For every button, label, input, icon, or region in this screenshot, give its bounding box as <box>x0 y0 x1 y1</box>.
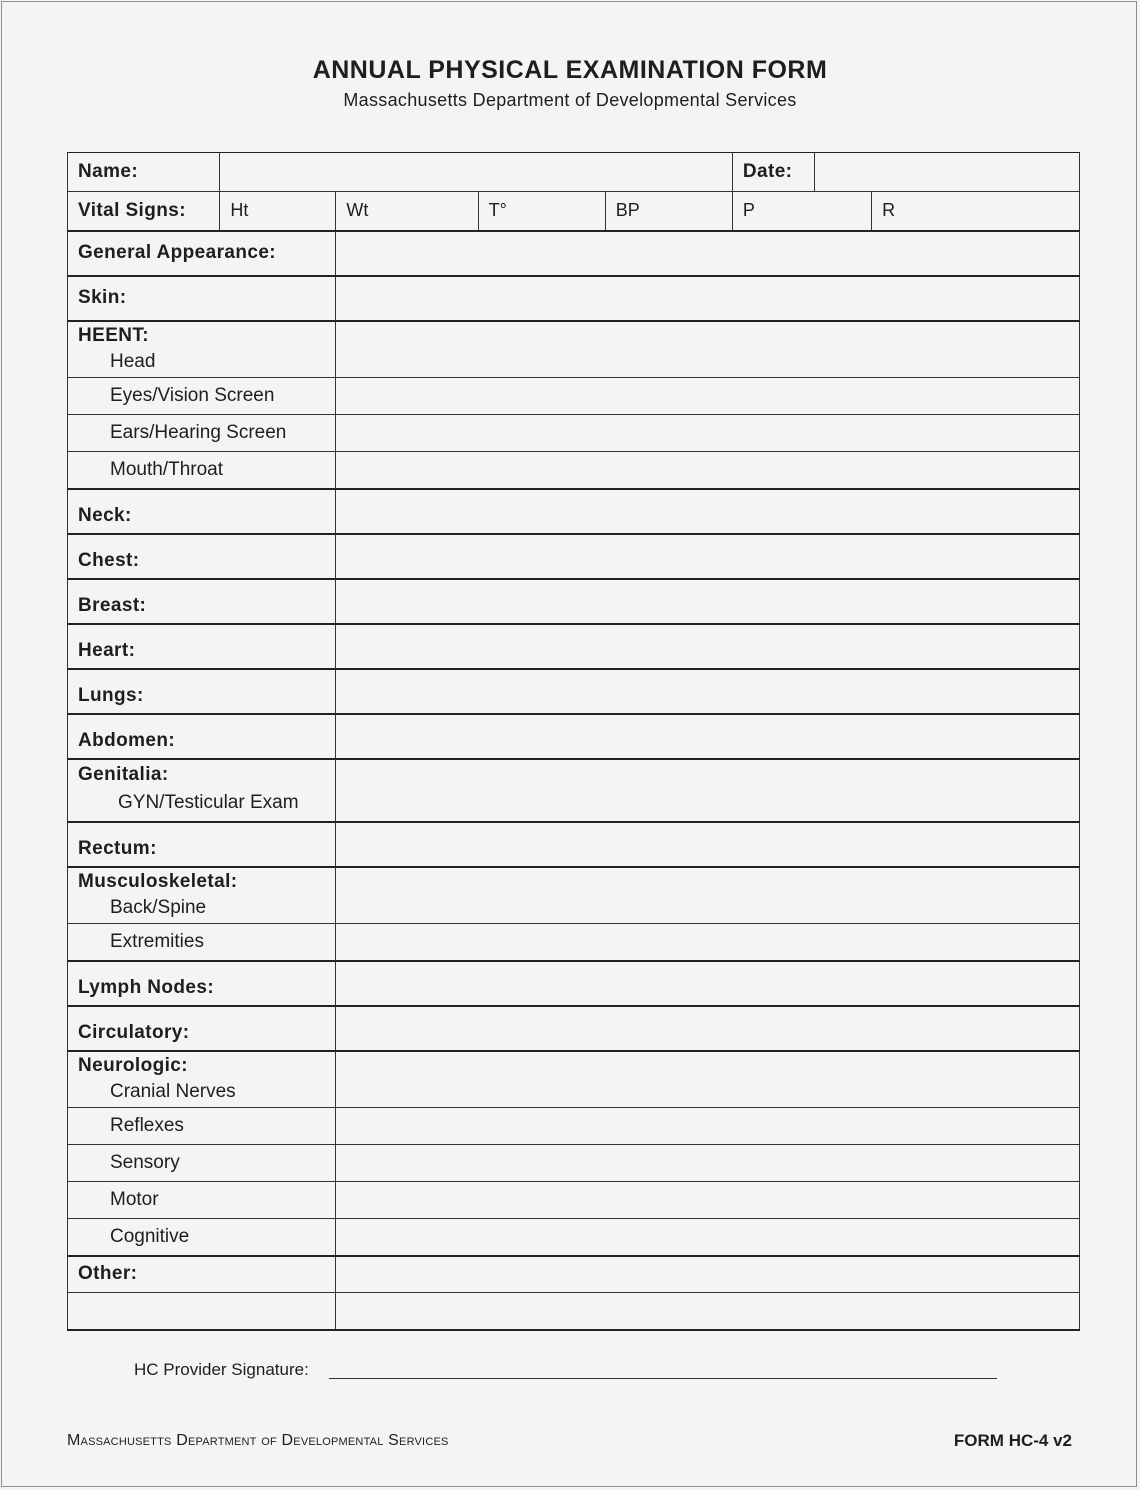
row-circulatory <box>68 1006 1080 1051</box>
other-extra-field[interactable] <box>336 1293 1080 1330</box>
skin-field[interactable] <box>336 276 1080 321</box>
abdomen-label: Abdomen: <box>68 714 336 759</box>
row-extremities <box>68 924 1080 961</box>
pulse-field[interactable]: P <box>732 192 871 231</box>
row-other-extra <box>68 1293 1080 1330</box>
signature-label: HC Provider Signature: <box>134 1360 309 1379</box>
heart-field[interactable] <box>336 624 1080 669</box>
back-spine-label: Back/Spine <box>110 897 207 919</box>
neck-field[interactable] <box>336 489 1080 534</box>
row-musculoskeletal <box>68 867 1080 924</box>
date-label: Date: <box>732 153 814 192</box>
date-field[interactable] <box>814 153 1079 192</box>
musculoskeletal-label-cell <box>68 867 336 924</box>
form-title: ANNUAL PHYSICAL EXAMINATION FORM <box>312 56 828 84</box>
motor-label: Motor <box>68 1182 336 1219</box>
general-appearance-label: General Appearance: <box>68 231 336 276</box>
cranial-nerves-field[interactable] <box>336 1051 1080 1108</box>
rectum-field[interactable] <box>336 822 1080 867</box>
other-extra-label[interactable] <box>68 1293 336 1330</box>
row-motor <box>68 1182 1080 1219</box>
vital-signs-label: Vital Signs: <box>68 192 220 231</box>
height-field[interactable]: Ht <box>220 192 336 231</box>
heart-label: Heart: <box>68 624 336 669</box>
eyes-vision-label: Eyes/Vision Screen <box>68 378 336 415</box>
genitalia-field[interactable] <box>336 759 1080 822</box>
row-neck <box>68 489 1080 534</box>
circulatory-label: Circulatory: <box>68 1006 336 1051</box>
other-field[interactable] <box>336 1256 1080 1293</box>
row-cognitive <box>68 1219 1080 1256</box>
row-heent-head <box>68 321 1080 378</box>
lungs-field[interactable] <box>336 669 1080 714</box>
chest-field[interactable] <box>336 534 1080 579</box>
skin-label: Skin: <box>68 276 336 321</box>
row-neurologic <box>68 1051 1080 1108</box>
cognitive-field[interactable] <box>336 1219 1080 1256</box>
signature-line[interactable] <box>329 1378 997 1379</box>
circulatory-field[interactable] <box>336 1006 1080 1051</box>
row-lungs <box>68 669 1080 714</box>
form-subtitle: Massachusetts Department of Developmental Services <box>343 90 797 110</box>
reflexes-field[interactable] <box>336 1108 1080 1145</box>
heent-label: HEENT: <box>78 325 150 347</box>
mouth-throat-label: Mouth/Throat <box>68 452 336 489</box>
lungs-label: Lungs: <box>68 669 336 714</box>
neurologic-label: Neurologic: <box>78 1055 188 1077</box>
heent-label-cell <box>68 321 336 378</box>
name-date-row <box>68 153 1080 192</box>
reflexes-label: Reflexes <box>68 1108 336 1145</box>
genitalia-label-cell <box>68 759 336 822</box>
cranial-nerves-label: Cranial Nerves <box>110 1081 236 1103</box>
row-mouth <box>68 452 1080 489</box>
motor-field[interactable] <box>336 1182 1080 1219</box>
row-chest <box>68 534 1080 579</box>
exam-table <box>67 152 1080 1331</box>
rectum-label: Rectum: <box>68 822 336 867</box>
head-field[interactable] <box>336 321 1080 378</box>
extremities-label: Extremities <box>68 924 336 961</box>
footer-organization: Massachusetts Department of Developmental Services <box>67 1432 449 1449</box>
vital-signs-row <box>68 192 1080 231</box>
row-skin <box>68 276 1080 321</box>
genitalia-label: Genitalia: <box>78 764 169 785</box>
row-eyes <box>68 378 1080 415</box>
lymph-nodes-field[interactable] <box>336 961 1080 1006</box>
neurologic-label-cell <box>68 1051 336 1108</box>
cognitive-label: Cognitive <box>68 1219 336 1256</box>
name-field[interactable] <box>220 153 733 192</box>
row-general-appearance <box>68 231 1080 276</box>
head-label: Head <box>110 351 156 373</box>
eyes-vision-field[interactable] <box>336 378 1080 415</box>
row-breast <box>68 579 1080 624</box>
row-lymph-nodes <box>68 961 1080 1006</box>
row-ears <box>68 415 1080 452</box>
musculoskeletal-label: Musculoskeletal: <box>78 871 238 893</box>
breast-field[interactable] <box>336 579 1080 624</box>
general-appearance-field[interactable] <box>336 231 1080 276</box>
other-label: Other: <box>68 1256 336 1293</box>
row-heart <box>68 624 1080 669</box>
sensory-field[interactable] <box>336 1145 1080 1182</box>
chest-label: Chest: <box>68 534 336 579</box>
row-genitalia <box>68 759 1080 822</box>
mouth-throat-field[interactable] <box>336 452 1080 489</box>
temperature-field[interactable]: T° <box>478 192 605 231</box>
row-sensory <box>68 1145 1080 1182</box>
footer-form-id: FORM HC-4 v2 <box>953 1431 1072 1450</box>
row-rectum <box>68 822 1080 867</box>
row-other <box>68 1256 1080 1293</box>
extremities-field[interactable] <box>336 924 1080 961</box>
breast-label: Breast: <box>68 579 336 624</box>
name-label: Name: <box>68 153 220 192</box>
weight-field[interactable]: Wt <box>336 192 478 231</box>
row-abdomen <box>68 714 1080 759</box>
sensory-label: Sensory <box>68 1145 336 1182</box>
back-spine-field[interactable] <box>336 867 1080 924</box>
blood-pressure-field[interactable]: BP <box>605 192 732 231</box>
gyn-testicular-label: GYN/Testicular Exam <box>118 792 299 813</box>
respiration-field[interactable]: R <box>872 192 1080 231</box>
ears-hearing-label: Ears/Hearing Screen <box>68 415 336 452</box>
ears-hearing-field[interactable] <box>336 415 1080 452</box>
lymph-nodes-label: Lymph Nodes: <box>68 961 336 1006</box>
row-reflexes <box>68 1108 1080 1145</box>
neck-label: Neck: <box>68 489 336 534</box>
abdomen-field[interactable] <box>336 714 1080 759</box>
